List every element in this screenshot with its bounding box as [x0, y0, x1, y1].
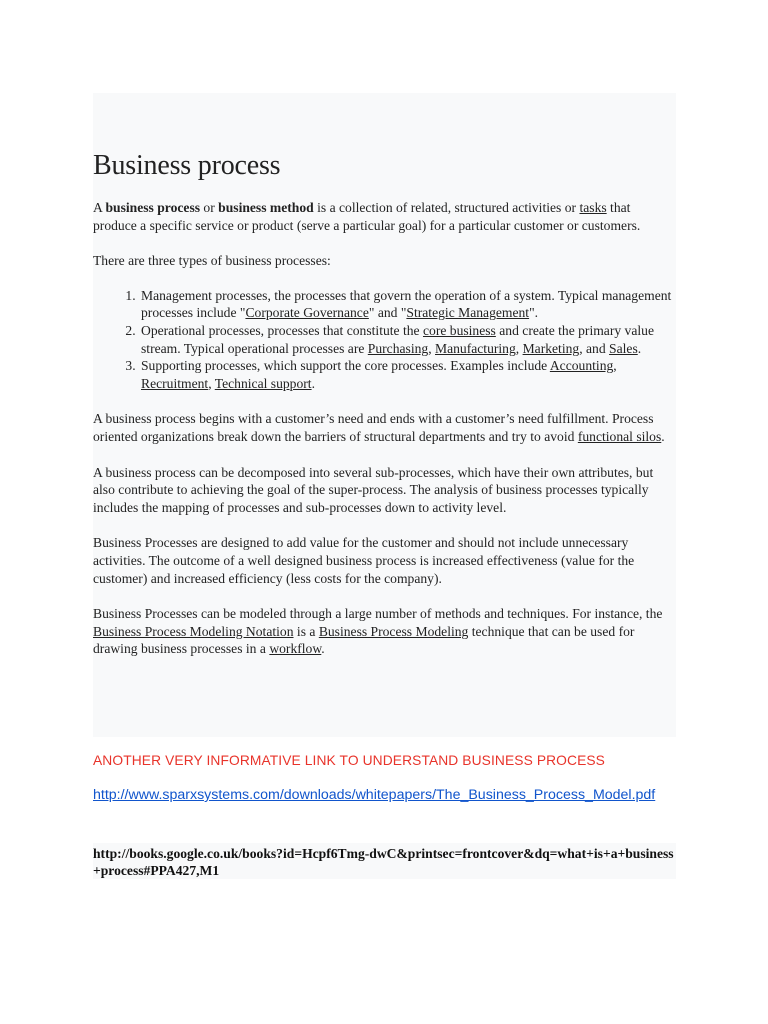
intro-paragraph [93, 199, 676, 234]
text: Business Processes can be modeled through a large number of methods and techniques. For instance, the [93, 606, 663, 622]
text: . [321, 641, 325, 657]
link-technical-support[interactable]: Technical support [214, 375, 312, 391]
text: , [208, 375, 215, 391]
text: Management processes, the processes that govern the operation of a system. Typical management processes include " [141, 287, 672, 321]
text: Operational processes, processes that constitute the [141, 322, 423, 338]
link-sales[interactable]: Sales [609, 340, 638, 356]
list-item [139, 322, 676, 357]
link-tasks[interactable]: tasks [579, 200, 607, 215]
page-title: Business process [93, 150, 281, 181]
types-intro: There are three types of business processes: [93, 253, 331, 269]
link-recruitment[interactable]: Recruitment [141, 375, 209, 391]
pdf-link[interactable]: http://www.sparxsystems.com/downloads/whitepapers/The_Business_Process_Model.pdf [93, 787, 656, 803]
link-accounting[interactable]: Accounting [549, 358, 614, 374]
text: , [613, 358, 617, 374]
link-functional-silos[interactable]: functional silos [577, 428, 662, 444]
paragraph-begins [93, 410, 676, 445]
paragraph-value: Business Processes are designed to add value for the customer and should not include unnecessary activities. The outcome of a well designed business process is increased effectiveness (value for the customer) and increased efficiency (less costs for the company). [93, 535, 635, 586]
text: , [515, 340, 523, 356]
link-strategic-management[interactable]: Strategic Management [406, 305, 530, 321]
link-core-business[interactable]: core business [422, 322, 496, 338]
text: , [428, 340, 435, 356]
text: . [661, 428, 665, 444]
text: , and [579, 340, 610, 356]
term-business-method: business method [218, 200, 314, 215]
link-marketing[interactable]: Marketing [522, 340, 580, 356]
term-business-process: business process [105, 200, 201, 215]
text: Supporting processes, which support the core processes. Examples include [141, 358, 550, 374]
text: is a [293, 623, 319, 639]
text: ". [529, 305, 539, 321]
link-manufacturing[interactable]: Manufacturing [435, 340, 516, 356]
text: that produce a specific service or product (serve a particular goal) for a particular customer or customers. [93, 200, 641, 233]
link-corporate-governance[interactable]: Corporate Governance [245, 305, 369, 321]
paragraph-modeled [93, 605, 676, 658]
text: A [93, 200, 106, 215]
books-link-block [93, 843, 676, 879]
text: or [200, 200, 219, 215]
text: A business process begins with a customer’s need and ends with a customer’s need fulfillment. Process oriented organizations break down the barriers of structural departments and try to avoid [93, 411, 654, 444]
article-block [93, 93, 676, 737]
link-business-process-modeling[interactable]: Business Process Modeling [318, 623, 469, 639]
list-item [139, 357, 676, 392]
red-note: ANOTHER VERY INFORMATIVE LINK TO UNDERSTAND BUSINESS PROCESS [93, 753, 605, 768]
text: " and " [368, 305, 407, 321]
list-item [139, 287, 676, 322]
books-link[interactable]: http://books.google.co.uk/books?id=Hcpf6Tmg-dwC&printsec=frontcover&dq=what+is+a+business+process#PPA427,M1 [93, 846, 674, 878]
text: . [637, 340, 642, 356]
link-workflow[interactable]: workflow [269, 641, 322, 657]
types-list [93, 287, 676, 393]
link-purchasing[interactable]: Purchasing [367, 340, 429, 356]
text: technique that can be used for drawing business processes in a [93, 623, 635, 657]
text: is a collection of related, structured activities or [313, 200, 580, 215]
text: . [311, 375, 315, 391]
link-bpmn[interactable]: Business Process Modeling Notation [93, 623, 294, 639]
text: and create the primary value stream. Typical operational processes are [141, 322, 654, 356]
paragraph-decomposed: A business process can be decomposed into several sub-processes, which have their own attributes, but also contribute to achieving the goal of the super-process. The analysis of business processes typically includes the mapping of processes and sub-processes down to activity level. [93, 464, 654, 515]
